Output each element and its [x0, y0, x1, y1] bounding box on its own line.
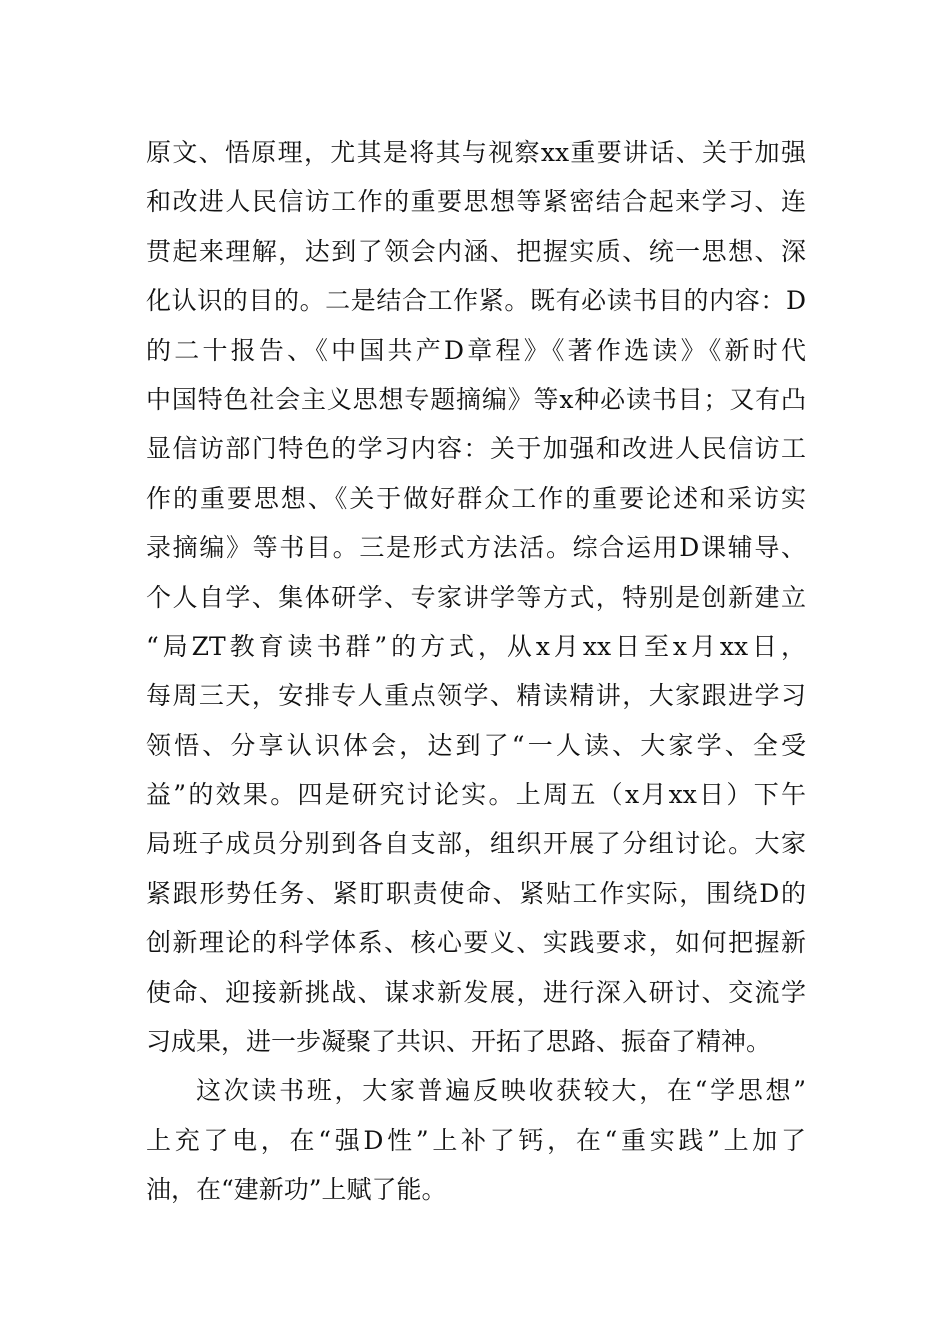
text-line: 油，在“建新功”上赋了能。 — [146, 1175, 447, 1205]
text-line: 和改进人民信访工作的重要思想等紧密结合起来学习、连 — [146, 187, 806, 217]
text-line: 化认识的目的。二是结合工作紧。既有必读书目的内容：D — [146, 286, 806, 316]
document-body — [146, 128, 806, 1215]
text-line: 录摘编》等书目。三是形式方法活。综合运用D课辅导、 — [146, 533, 806, 563]
paragraph-2 — [146, 1066, 806, 1214]
text-line: 贯起来理解，达到了领会内涵、把握实质、统一思想、深 — [146, 236, 806, 266]
text-line: 的二十报告、《中国共产D章程》《著作选读》《新时代 — [146, 335, 806, 365]
text-line: 局班子成员分别到各自支部，组织开展了分组讨论。大家 — [146, 829, 806, 859]
text-line: 这次读书班，大家普遍反映收获较大，在“学思想” — [196, 1076, 806, 1106]
text-line: 使命、迎接新挑战、谋求新发展，进行深入研讨、交流学 — [146, 977, 806, 1007]
paragraph-1 — [146, 128, 806, 1066]
text-line: 紧跟形势任务、紧盯职责使命、紧贴工作实际，围绕D的 — [146, 878, 806, 908]
text-line: 显信访部门特色的学习内容：关于加强和改进人民信访工 — [146, 434, 806, 464]
text-line: 原文、悟原理，尤其是将其与视察xx重要讲话、关于加强 — [146, 138, 806, 167]
text-line: “局ZT教育读书群”的方式，从x月xx日至x月xx日， — [146, 631, 806, 661]
text-line: 个人自学、集体研学、专家讲学等方式，特别是创新建立 — [146, 582, 806, 612]
text-line: 上充了电，在“强D性”上补了钙，在“重实践”上加了 — [146, 1125, 806, 1155]
text-line: 创新理论的科学体系、核心要义、实践要求，如何把握新 — [146, 928, 806, 958]
text-line: 益”的效果。四是研究讨论实。上周五（x月xx日）下午 — [146, 780, 806, 810]
text-line: 领悟、分享认识体会，达到了“一人读、大家学、全受 — [146, 730, 806, 760]
text-line: 习成果，进一步凝聚了共识、开拓了思路、振奋了精神。 — [146, 1027, 772, 1057]
text-line: 作的重要思想、《关于做好群众工作的重要论述和采访实 — [146, 483, 806, 513]
text-line: 每周三天，安排专人重点领学、精读精讲，大家跟进学习 — [146, 681, 806, 711]
text-line: 中国特色社会主义思想专题摘编》等x种必读书目；又有凸 — [146, 384, 806, 414]
